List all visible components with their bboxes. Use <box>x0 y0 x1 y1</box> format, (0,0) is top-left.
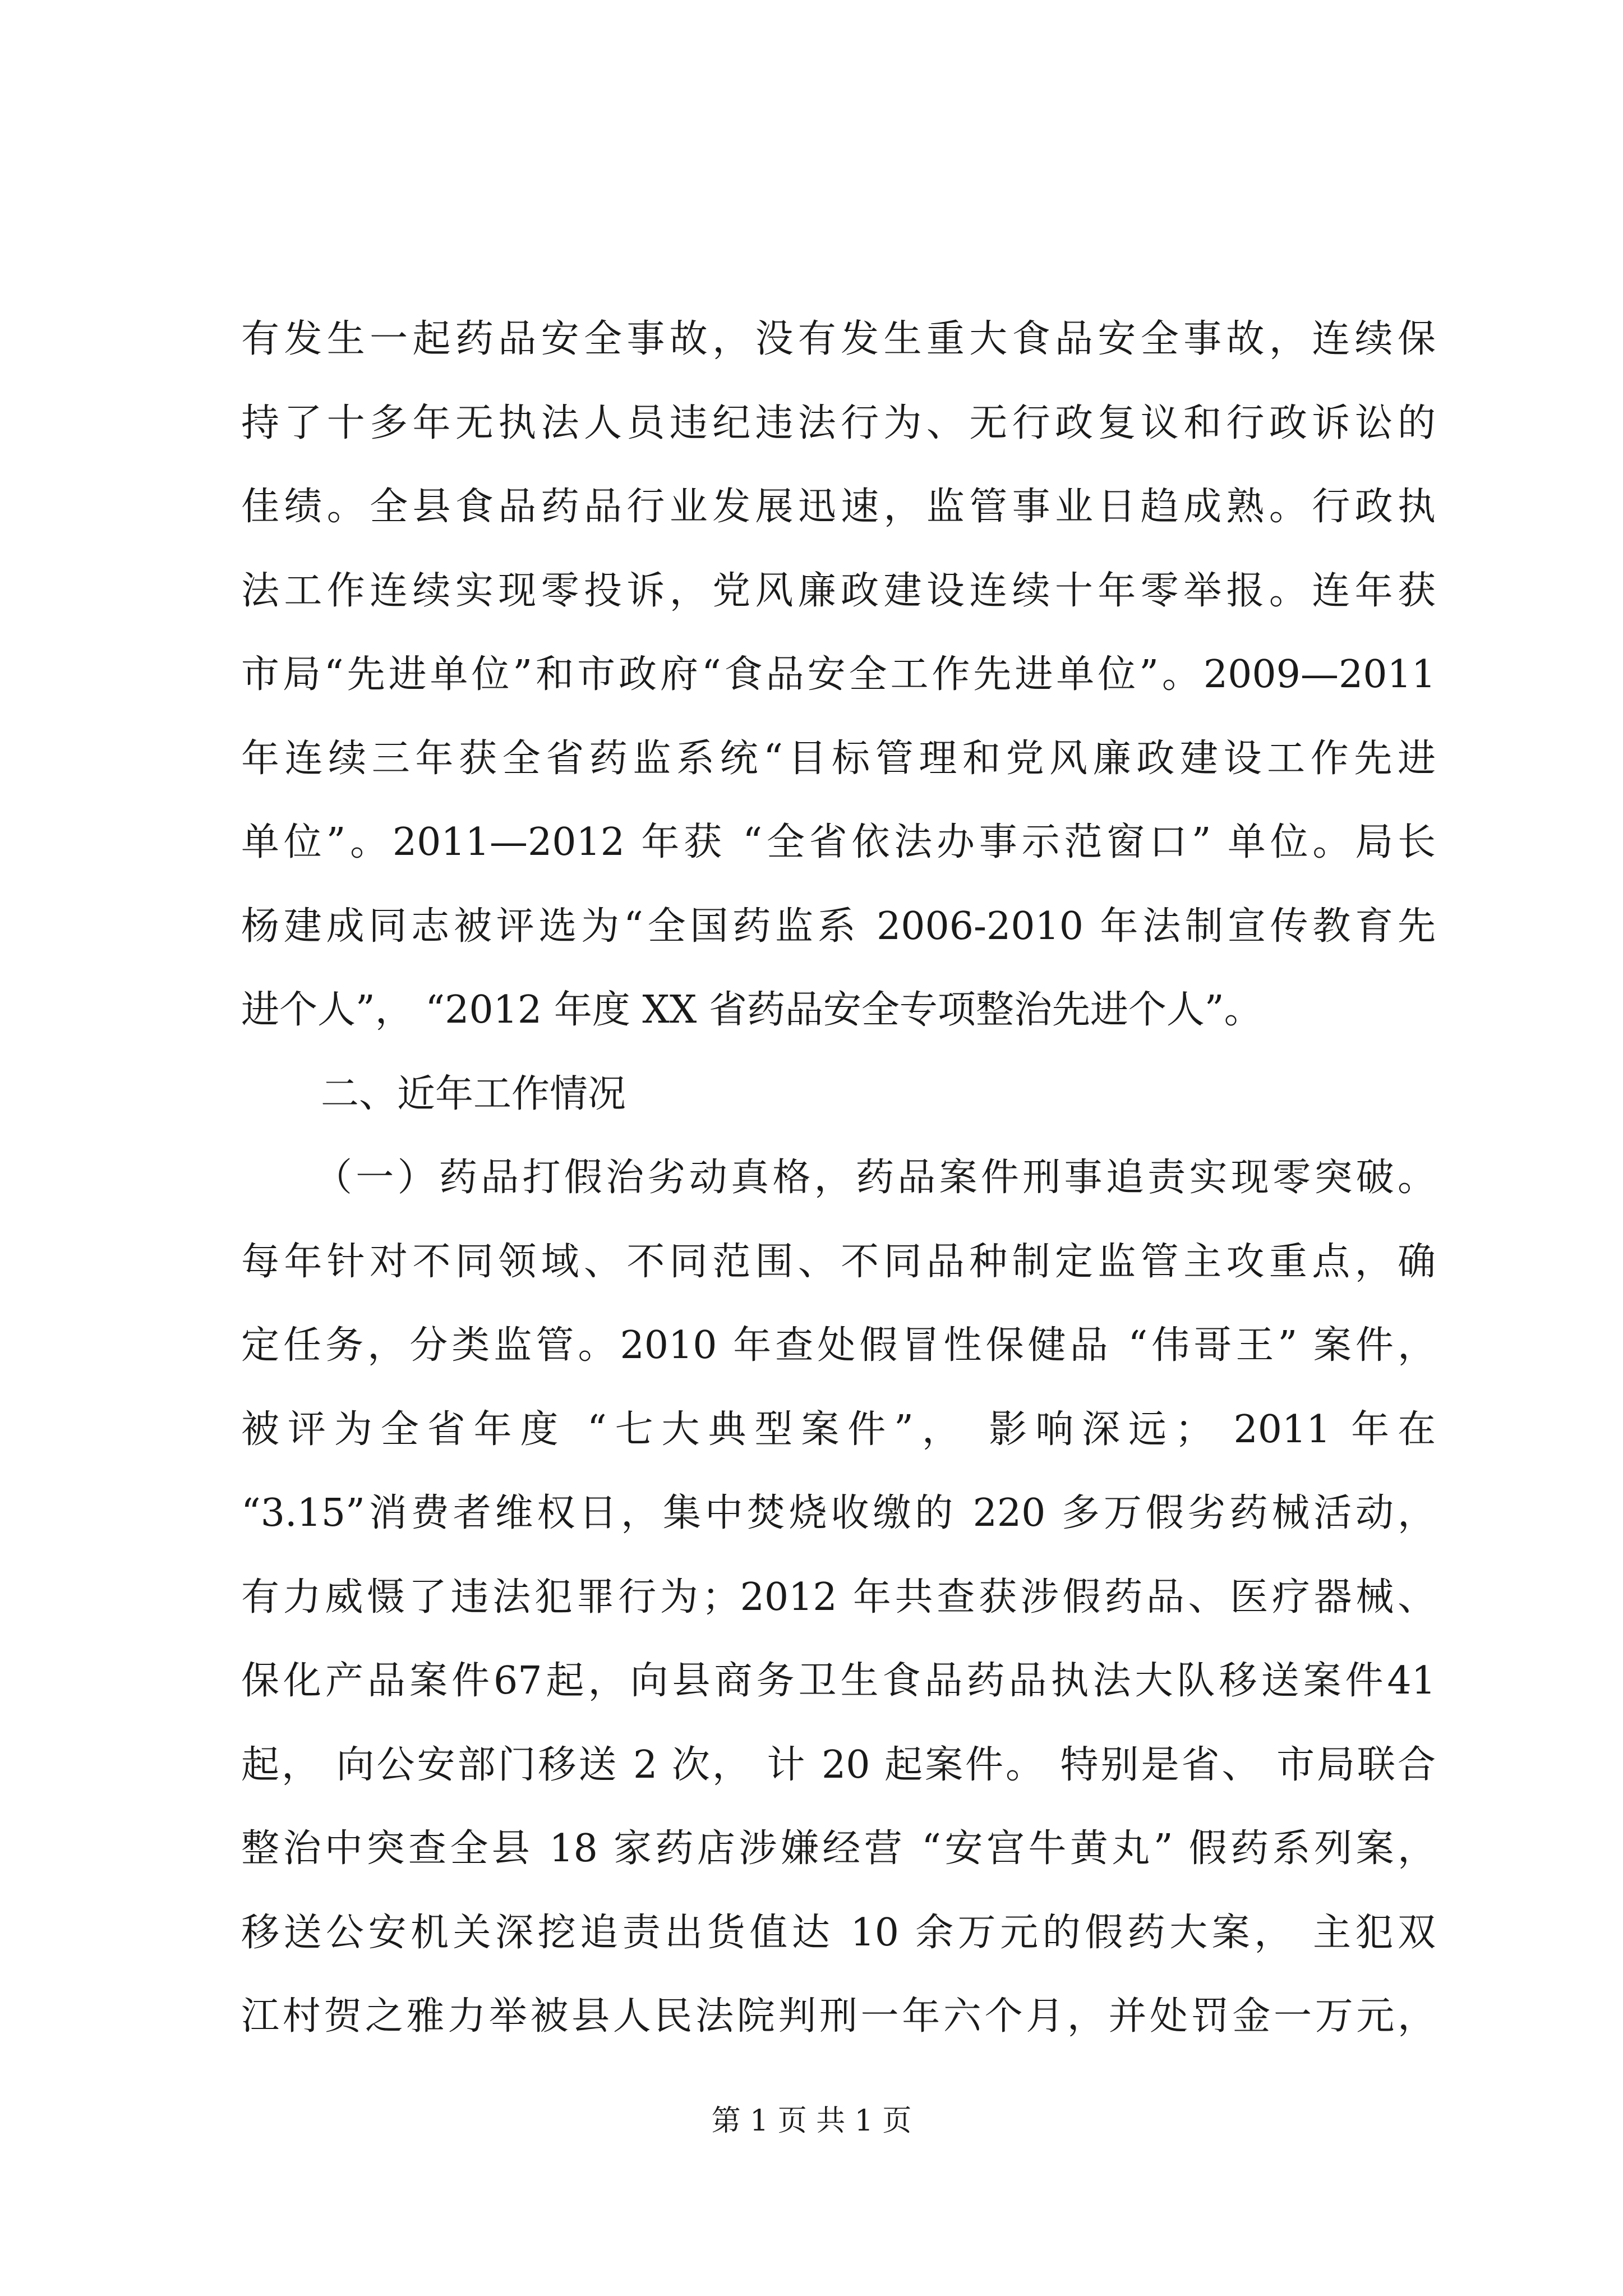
text-line: 进个人”， “2012 年度 XX 省药品安全专项整治先进个人”。 <box>241 988 1262 1032</box>
text-line: 保化产品案件67起，向县商务卫生食品药品执法大队移送案件41 <box>241 1659 1436 1703</box>
section-heading: 二、近年工作情况 <box>321 1071 626 1116</box>
body-text <box>241 297 1436 2059</box>
text-line: 佳绩。全县食品药品行业发展迅速，监管事业日趋成熟。行政执 <box>241 485 1436 529</box>
text-line: 有发生一起药品安全事故，没有发生重大食品安全事故，连续保 <box>241 317 1436 361</box>
text-line: 定任务，分类监管。2010 年查处假冒性保健品 “伟哥王” 案件， <box>241 1323 1436 1368</box>
page-footer <box>0 2101 1623 2141</box>
text-line: 法工作连续实现零投诉，党风廉政建设连续十年零举报。连年获 <box>241 568 1436 613</box>
text-line: 被评为全省年度 “七大典型案件”， 影响深远； 2011 年在 <box>241 1407 1436 1452</box>
text-line: 年连续三年获全省药监系统“目标管理和党风廉政建设工作先进 <box>241 736 1436 781</box>
text-line: 起， 向公安部门移送 2 次， 计 20 起案件。 特别是省、 市局联合 <box>241 1742 1436 1787</box>
page-number-label: 第 1 页 共 1 页 <box>711 2104 912 2138</box>
text-line: 持了十多年无执法人员违纪违法行为、无行政复议和行政诉讼的 <box>241 401 1436 445</box>
text-line: 江村贺之雅力举被县人民法院判刑一年六个月，并处罚金一万元， <box>241 1994 1436 2039</box>
text-line: 有力威慑了违法犯罪行为；2012 年共查获涉假药品、医疗器械、 <box>241 1575 1436 1619</box>
text-line: “3.15”消费者维权日，集中焚烧收缴的 220 多万假劣药械活动， <box>241 1491 1436 1535</box>
text-line: 杨建成同志被评选为“全国药监系 2006-2010 年法制宣传教育先 <box>241 904 1436 949</box>
text-line: 每年针对不同领域、不同范围、不同品种制定监管主攻重点，确 <box>241 1239 1436 1284</box>
text-line: 市局“先进单位”和市政府“食品安全工作先进单位”。2009—2011 <box>241 652 1436 697</box>
text-line: 移送公安机关深挖追责出货值达 10 余万元的假药大案， 主犯双 <box>241 1910 1436 1955</box>
text-line: 单位”。2011—2012 年获 “全省依法办事示范窗口” 单位。局长 <box>241 820 1436 864</box>
subsection-heading: （一）药品打假治劣动真格，药品案件刑事追责实现零突破。 <box>314 1156 1436 1200</box>
text-line: 整治中突查全县 18 家药店涉嫌经营 “安宫牛黄丸” 假药系列案， <box>241 1826 1436 1871</box>
